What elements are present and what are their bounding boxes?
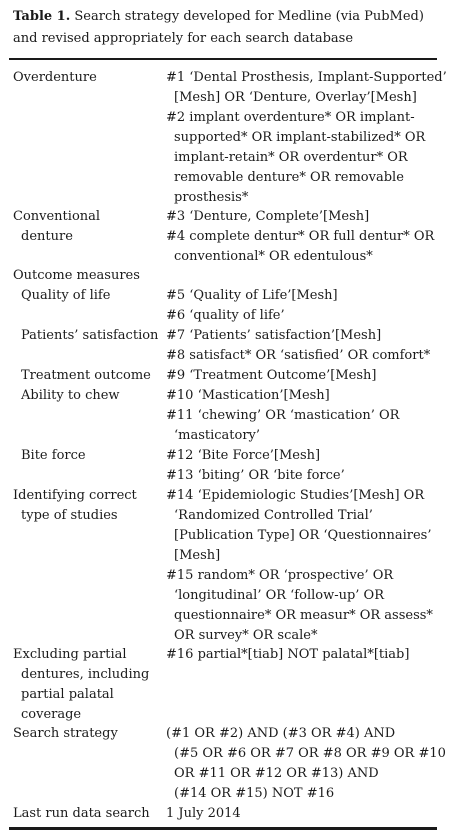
row-label-line: Ability to chew <box>21 388 120 403</box>
row-search-terms <box>166 386 442 446</box>
caption-label: Table 1. <box>13 9 71 24</box>
search-term-line: prosthesis* <box>174 190 249 205</box>
search-term-line: #15 random* OR ‘prospective’ OR <box>166 568 394 583</box>
row-label <box>13 286 163 306</box>
search-term-line: #7 ‘Patients’ satisfaction’[Mesh] <box>166 328 382 343</box>
row-label-line: dentures, including <box>21 667 150 682</box>
row-search-terms <box>166 724 446 804</box>
search-term-line: #3 ‘Denture, Complete’[Mesh] <box>166 209 370 224</box>
search-term-line: supported* OR implant-stabilized* OR <box>174 130 426 145</box>
row-label <box>13 207 163 247</box>
row-search-terms <box>166 366 442 386</box>
search-term-line: #10 ‘Mastication’[Mesh] <box>166 388 330 403</box>
row-label <box>13 366 163 386</box>
row-label <box>13 68 163 88</box>
row-search-terms <box>166 207 442 267</box>
row-label <box>13 486 163 526</box>
row-search-terms <box>166 804 442 824</box>
search-term-line: #11 ‘chewing’ OR ‘mastication’ OR <box>166 408 400 423</box>
row-label <box>13 446 163 466</box>
caption-line-1: Search strategy developed for Medline (via PubMed) <box>74 9 424 24</box>
row-search-terms <box>166 446 442 486</box>
row-label-line: Outcome measures <box>13 268 140 283</box>
row-search-terms <box>166 326 442 366</box>
row-label <box>13 326 163 346</box>
search-term-line: [Publication Type] OR ‘Questionnaires’ <box>174 528 432 543</box>
search-term-line: #5 ‘Quality of Life’[Mesh] <box>166 288 338 303</box>
row-label-line: denture <box>21 229 73 244</box>
search-term-line: #6 ‘quality of life’ <box>166 308 285 323</box>
table-caption <box>13 6 443 50</box>
search-term-line: [Mesh] OR ‘Denture, Overlay’[Mesh] <box>174 90 417 105</box>
search-term-line: (#14 OR #15) NOT #16 <box>174 786 335 801</box>
table-bottom-rule <box>9 827 437 830</box>
row-label <box>13 386 163 406</box>
row-label-line: Last run data search <box>13 806 150 821</box>
search-term-line: #1 ‘Dental Prosthesis, Implant-Supported’ <box>166 70 447 85</box>
search-term-line: 1 July 2014 <box>166 806 241 821</box>
search-term-line: ‘longitudinal’ OR ‘follow-up’ OR <box>174 588 385 603</box>
search-term-line: OR survey* OR scale* <box>174 628 318 643</box>
row-label-line: Treatment outcome <box>21 368 151 383</box>
row-label-line: Excluding partial <box>13 647 127 662</box>
search-term-line: ‘masticatory’ <box>174 428 261 443</box>
search-term-line: #13 ‘biting’ OR ‘bite force’ <box>166 468 345 483</box>
search-term-line: #9 ‘Treatment Outcome’[Mesh] <box>166 368 377 383</box>
row-label-line: Patients’ satisfaction <box>21 328 159 343</box>
search-term-line: [Mesh] <box>174 548 221 563</box>
search-term-line: OR #11 OR #12 OR #13) AND <box>174 766 379 781</box>
table-top-rule <box>9 58 437 60</box>
row-label-line: Conventional <box>13 209 101 224</box>
search-term-line: #14 ‘Epidemiologic Studies’[Mesh] OR <box>166 488 425 503</box>
row-label <box>13 804 163 824</box>
search-term-line: (#5 OR #6 OR #7 OR #8 OR #9 OR #10 <box>174 746 446 761</box>
row-label-line: coverage <box>21 707 82 722</box>
search-term-line: implant-retain* OR overdentur* OR <box>174 150 408 165</box>
row-label <box>13 645 163 725</box>
row-label-line: Bite force <box>21 448 86 463</box>
row-label-line: Search strategy <box>13 726 118 741</box>
search-term-line: #4 complete dentur* OR full dentur* OR <box>166 229 435 244</box>
row-label-line: partial palatal <box>21 687 114 702</box>
search-term-line: questionnaire* OR measur* OR assess* <box>174 608 433 623</box>
search-term-line: conventional* OR edentulous* <box>174 249 373 264</box>
row-search-terms <box>166 486 442 646</box>
row-search-terms <box>166 286 442 326</box>
search-term-line: #16 partial*[tiab] NOT palatal*[tiab] <box>166 647 410 662</box>
row-label-line: type of studies <box>21 508 118 523</box>
search-term-line: ‘Randomized Controlled Trial’ <box>174 508 373 523</box>
row-label-line: Overdenture <box>13 70 97 85</box>
row-label <box>13 266 163 286</box>
search-term-line: #12 ‘Bite Force’[Mesh] <box>166 448 321 463</box>
search-term-line: (#1 OR #2) AND (#3 OR #4) AND <box>166 726 396 741</box>
row-label-line: Identifying correct <box>13 488 137 503</box>
row-search-terms <box>166 68 447 208</box>
row-search-terms <box>166 645 442 665</box>
search-term-line: #2 implant overdenture* OR implant- <box>166 110 415 125</box>
search-term-line: removable denture* OR removable <box>174 170 404 185</box>
caption-line-2: and revised appropriately for each search database <box>13 31 354 46</box>
search-term-line: #8 satisfact* OR ‘satisfied’ OR comfort* <box>166 348 431 363</box>
row-label <box>13 724 163 744</box>
row-label-line: Quality of life <box>21 288 111 303</box>
